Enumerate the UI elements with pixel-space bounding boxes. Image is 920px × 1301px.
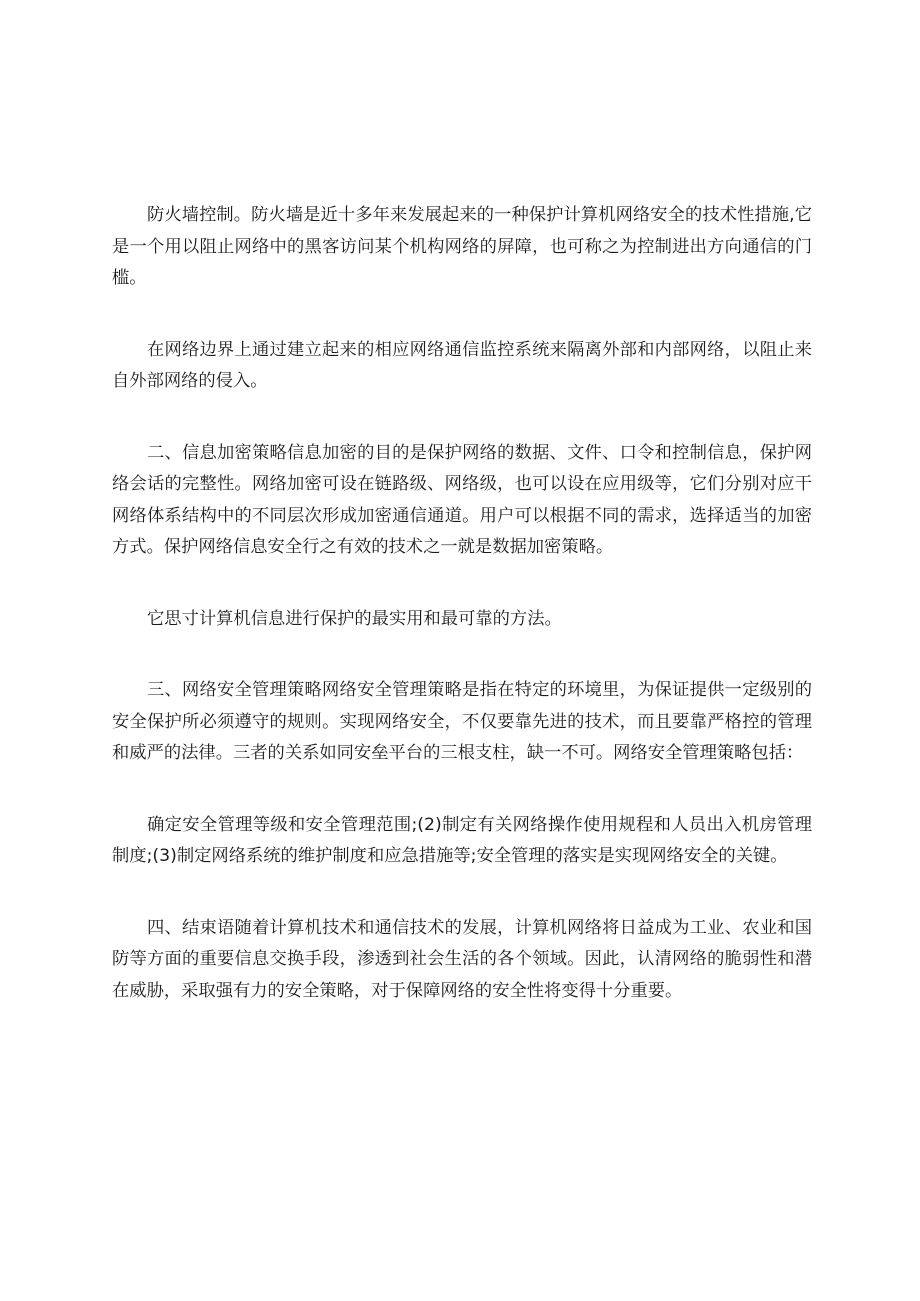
paragraph-conclusion: 四、结束语随着计算机技术和通信技术的发展，计算机网络将日益成为工业、农业和国防等方面的重要信息交换手段，渗透到社会生活的各个领域。因此，认清网络的脆弱性和潜在威胁，采取强有力的安全策略，对于保障网络的安全性将变得十分重要。 bbox=[112, 917, 812, 1001]
paragraph-network-boundary: 在网络边界上通过建立起来的相应网络通信监控系统来隔离外部和内部网络，以阻止来自外部网络的侵入。 bbox=[112, 339, 812, 391]
paragraph-encryption-strategy: 二、信息加密策略信息加密的目的是保护网络的数据、文件、口令和控制信息，保护网络会话的完整性。网络加密可设在链路级、网络级，也可以设在应用级等，它们分别对应干网络体系结构中的不同层次形成加密通信通道。用户可以根据不同的需求，选择适当的加密方式。保护网络信息安全行之有效的技术之一就是数据加密策略。 bbox=[112, 442, 812, 557]
paragraph-management-items: 确定安全管理等级和安全管理范围;(2)制定有关网络操作使用规程和人员出入机房管理制度;(3)制定网络系统的维护制度和应急措施等;安全管理的落实是实现网络安全的关键。 bbox=[112, 814, 812, 866]
document-body bbox=[112, 200, 812, 1007]
paragraph-firewall: 防火墙控制。防火墙是近十多年来发展起来的一种保护计算机网络安全的技术性措施,它是一个用以阻止网络中的黑客访问某个机构网络的屏障，也可称之为控制进出方向通信的门槛。 bbox=[112, 205, 812, 288]
paragraph-encryption-method: 它思寸计算机信息进行保护的最实用和最可靠的方法。 bbox=[147, 608, 562, 629]
paragraph-security-management: 三、网络安全管理策略网络安全管理策略是指在特定的环境里，为保证提供一定级别的安全保护所必须遵守的规则。实现网络安全，不仅要靠先进的技术，而且要靠严格控的管理和威严的法律。三者的关系如同安垒平台的三根支柱，缺一不可。网络安全管理策略包括： bbox=[112, 680, 812, 763]
